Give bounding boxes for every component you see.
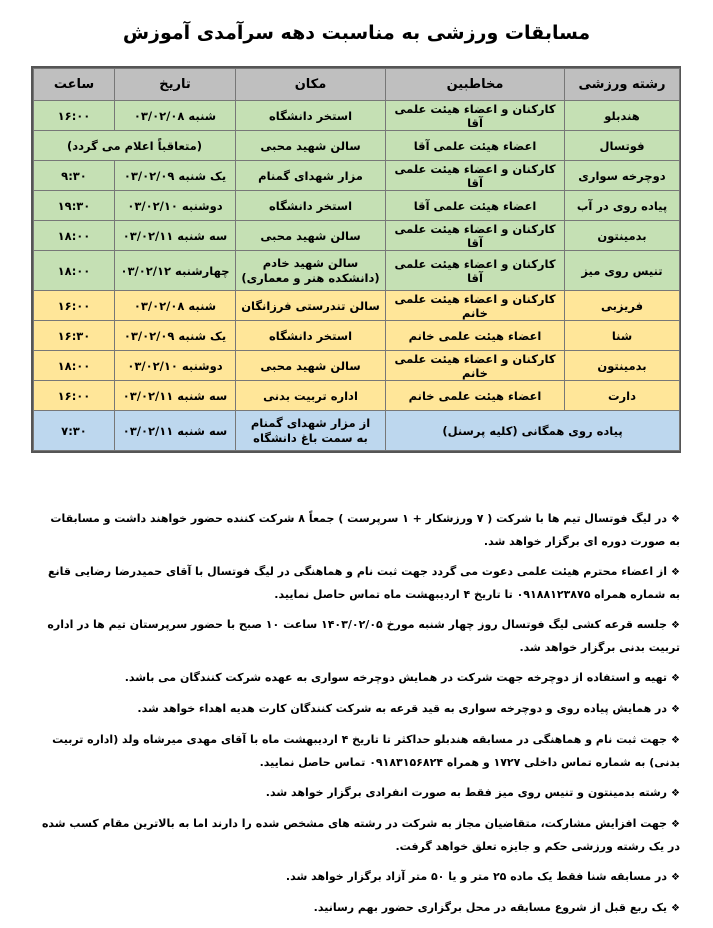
place-line: (دانشکده هنر و معماری) <box>241 270 380 285</box>
place-line: به سمت باغ دانشگاه <box>253 430 368 445</box>
note-text: جهت ثبت نام و هماهنگی در مسابقه هندبلو حداکثر تا تاریخ ۴ اردیبهشت ماه با آقای مهدی میرشاه ولد (اداره تربیت بدنی) به شماره تماس داخلی ۱۷۲۷ و همراه ۰۹۱۸۳۱۵۶۸۲۴ تماس حاصل نمایید. <box>52 733 680 769</box>
note-item <box>36 698 680 721</box>
bullet-icon: ❖ <box>671 620 680 631</box>
cell-sport: فریزبی <box>565 291 680 321</box>
bullet-icon: ❖ <box>671 567 680 578</box>
table-row <box>34 251 680 291</box>
cell-time: ۱۹:۳۰ <box>34 191 115 221</box>
header-time: ساعت <box>34 69 115 101</box>
cell-place: استخر دانشگاه <box>236 101 386 131</box>
note-text: یک ربع قبل از شروع مسابقه در محل برگزاری حضور بهم رسانید. <box>313 901 668 914</box>
header-date: تاریخ <box>115 69 236 101</box>
schedule-table <box>31 66 681 453</box>
table-row <box>34 291 680 321</box>
notes-list <box>36 508 680 928</box>
cell-date: دوشنبه ۰۳/۰۲/۱۰ <box>115 351 236 381</box>
note-item <box>36 561 680 606</box>
bullet-icon: ❖ <box>671 819 680 830</box>
cell-place: اداره تربیت بدنی <box>236 381 386 411</box>
cell-date: یک شنبه ۰۳/۰۲/۰۹ <box>115 161 236 191</box>
cell-audience: کارکنان و اعضاء هیئت علمی آقا <box>386 251 565 291</box>
table-row <box>34 381 680 411</box>
cell-time: ۱۸:۰۰ <box>34 221 115 251</box>
note-item <box>36 508 680 553</box>
note-text: جلسه قرعه کشی لیگ فوتسال روز چهار شنبه مورخ ۱۴۰۳/۰۲/۰۵ ساعت ۱۰ صبح با حضور سرپرستان تیم ها در اداره تربیت بدنی برگزار خواهد شد. <box>47 618 680 654</box>
cell-date: سه شنبه ۰۳/۰۲/۱۱ <box>115 221 236 251</box>
note-item <box>36 897 680 920</box>
cell-place: مزار شهدای گمنام <box>236 161 386 191</box>
table-row <box>34 131 680 161</box>
cell-sport: شنا <box>565 321 680 351</box>
note-item <box>36 729 680 774</box>
table-row <box>34 221 680 251</box>
table-row <box>34 411 680 451</box>
cell-audience: کارکنان و اعضاء هیئت علمی آقا <box>386 101 565 131</box>
cell-sport: فوتسال <box>565 131 680 161</box>
note-item <box>36 813 680 858</box>
cell-date: چهارشنبه ۰۳/۰۲/۱۲ <box>115 251 236 291</box>
cell-sport: هندبلو <box>565 101 680 131</box>
cell-sport: بدمینتون <box>565 221 680 251</box>
cell-place: سالن شهید محبی <box>236 221 386 251</box>
page-title: مسابقات ورزشی به مناسبت دهه سرآمدی آموزش <box>122 22 591 44</box>
bullet-icon: ❖ <box>671 673 680 684</box>
header-place: مکان <box>236 69 386 101</box>
cell-place: استخر دانشگاه <box>236 191 386 221</box>
cell-audience: اعضاء هیئت علمی خانم <box>386 381 565 411</box>
cell-sport: پیاده روی در آب <box>565 191 680 221</box>
bullet-icon: ❖ <box>671 788 680 799</box>
table-row <box>34 351 680 381</box>
note-text: در همایش پیاده روی و دوچرخه سواری به قید قرعه به شرکت کنندگان کارت هدیه اهداء خواهد شد. <box>137 702 668 715</box>
bullet-icon: ❖ <box>671 514 680 525</box>
cell-date-time: (متعاقباً اعلام می گردد) <box>34 131 236 161</box>
note-text: جهت افزایش مشارکت، متقاضیان مجاز به شرکت در رشته های مشخص شده را دارند اما به بالاترین مقام کسب شده در یک رشته ورزشی حکم و جایزه تعلق خواهد گرفت. <box>41 817 680 853</box>
cell-sport: دوچرخه سواری <box>565 161 680 191</box>
cell-sport-audience: پیاده روی همگانی (کلیه پرسنل) <box>386 411 680 451</box>
cell-date: دوشنبه ۰۳/۰۲/۱۰ <box>115 191 236 221</box>
cell-date: شنبه ۰۳/۰۲/۰۸ <box>115 291 236 321</box>
bullet-icon: ❖ <box>671 872 680 883</box>
note-text: در لیگ فوتسال تیم ها با شرکت ( ۷ ورزشکار + ۱ سرپرست ) جمعاً ۸ شرکت کننده حضور خواهند داشت و مسابقات به صورت دوره ای برگزار خواهد شد. <box>50 512 680 548</box>
note-text: در مسابقه شنا فقط یک ماده ۲۵ متر و یا ۵۰ متر آزاد برگزار خواهد شد. <box>285 870 668 883</box>
cell-audience: کارکنان و اعضاء هیئت علمی خانم <box>386 291 565 321</box>
cell-sport: بدمینتون <box>565 351 680 381</box>
cell-sport: دارت <box>565 381 680 411</box>
cell-audience: اعضاء هیئت علمی آقا <box>386 131 565 161</box>
note-text: تهیه و استفاده از دوچرخه جهت شرکت در همایش دوچرخه سواری به عهده شرکت کنندگان می باشد. <box>124 671 668 684</box>
cell-time: ۱۶:۰۰ <box>34 291 115 321</box>
place-line: از مزار شهدای گمنام <box>250 415 371 430</box>
cell-place: سالن تندرستی فرزانگان <box>236 291 386 321</box>
table-header-row <box>34 69 680 101</box>
note-item <box>36 614 680 659</box>
bullet-icon: ❖ <box>671 903 680 914</box>
cell-place <box>236 411 386 451</box>
cell-date: یک شنبه ۰۳/۰۲/۰۹ <box>115 321 236 351</box>
cell-date: شنبه ۰۳/۰۲/۰۸ <box>115 101 236 131</box>
note-item <box>36 782 680 805</box>
table-row <box>34 321 680 351</box>
cell-date: سه شنبه ۰۳/۰۲/۱۱ <box>115 381 236 411</box>
note-text: رشته بدمینتون و تنیس روی میز فقط به صورت انفرادی برگزار خواهد شد. <box>265 786 668 799</box>
cell-place <box>236 251 386 291</box>
bullet-icon: ❖ <box>671 735 680 746</box>
cell-sport: تنیس روی میز <box>565 251 680 291</box>
note-text: از اعضاء محترم هیئت علمی دعوت می گردد جهت ثبت نام و هماهنگی در لیگ فوتسال با آقای حمیدرضا رضایی قانع به شماره همراه ۰۹۱۸۸۱۲۳۸۷۵ تا تاریخ ۴ اردیبهشت ماه تماس حاصل نمایید. <box>47 565 680 601</box>
header-audience: مخاطبین <box>386 69 565 101</box>
table-row <box>34 101 680 131</box>
note-item <box>36 866 680 889</box>
header-sport: رشته ورزشی <box>565 69 680 101</box>
table-row <box>34 161 680 191</box>
cell-place: سالن شهید محبی <box>236 131 386 161</box>
cell-audience: کارکنان و اعضاء هیئت علمی آقا <box>386 161 565 191</box>
cell-time: ۹:۳۰ <box>34 161 115 191</box>
cell-audience: کارکنان و اعضاء هیئت علمی خانم <box>386 351 565 381</box>
cell-date: سه شنبه ۰۳/۰۲/۱۱ <box>115 411 236 451</box>
place-line: سالن شهید خادم <box>262 255 359 270</box>
cell-time: ۱۸:۰۰ <box>34 351 115 381</box>
cell-time: ۱۸:۰۰ <box>34 251 115 291</box>
cell-place: استخر دانشگاه <box>236 321 386 351</box>
cell-time: ۱۶:۰۰ <box>34 101 115 131</box>
cell-audience: اعضاء هیئت علمی خانم <box>386 321 565 351</box>
cell-time: ۱۶:۰۰ <box>34 381 115 411</box>
cell-place: سالن شهید محبی <box>236 351 386 381</box>
note-item <box>36 667 680 690</box>
table-row <box>34 191 680 221</box>
cell-audience: اعضاء هیئت علمی آقا <box>386 191 565 221</box>
cell-time: ۷:۳۰ <box>34 411 115 451</box>
cell-audience: کارکنان و اعضاء هیئت علمی آقا <box>386 221 565 251</box>
cell-time: ۱۶:۳۰ <box>34 321 115 351</box>
bullet-icon: ❖ <box>671 704 680 715</box>
